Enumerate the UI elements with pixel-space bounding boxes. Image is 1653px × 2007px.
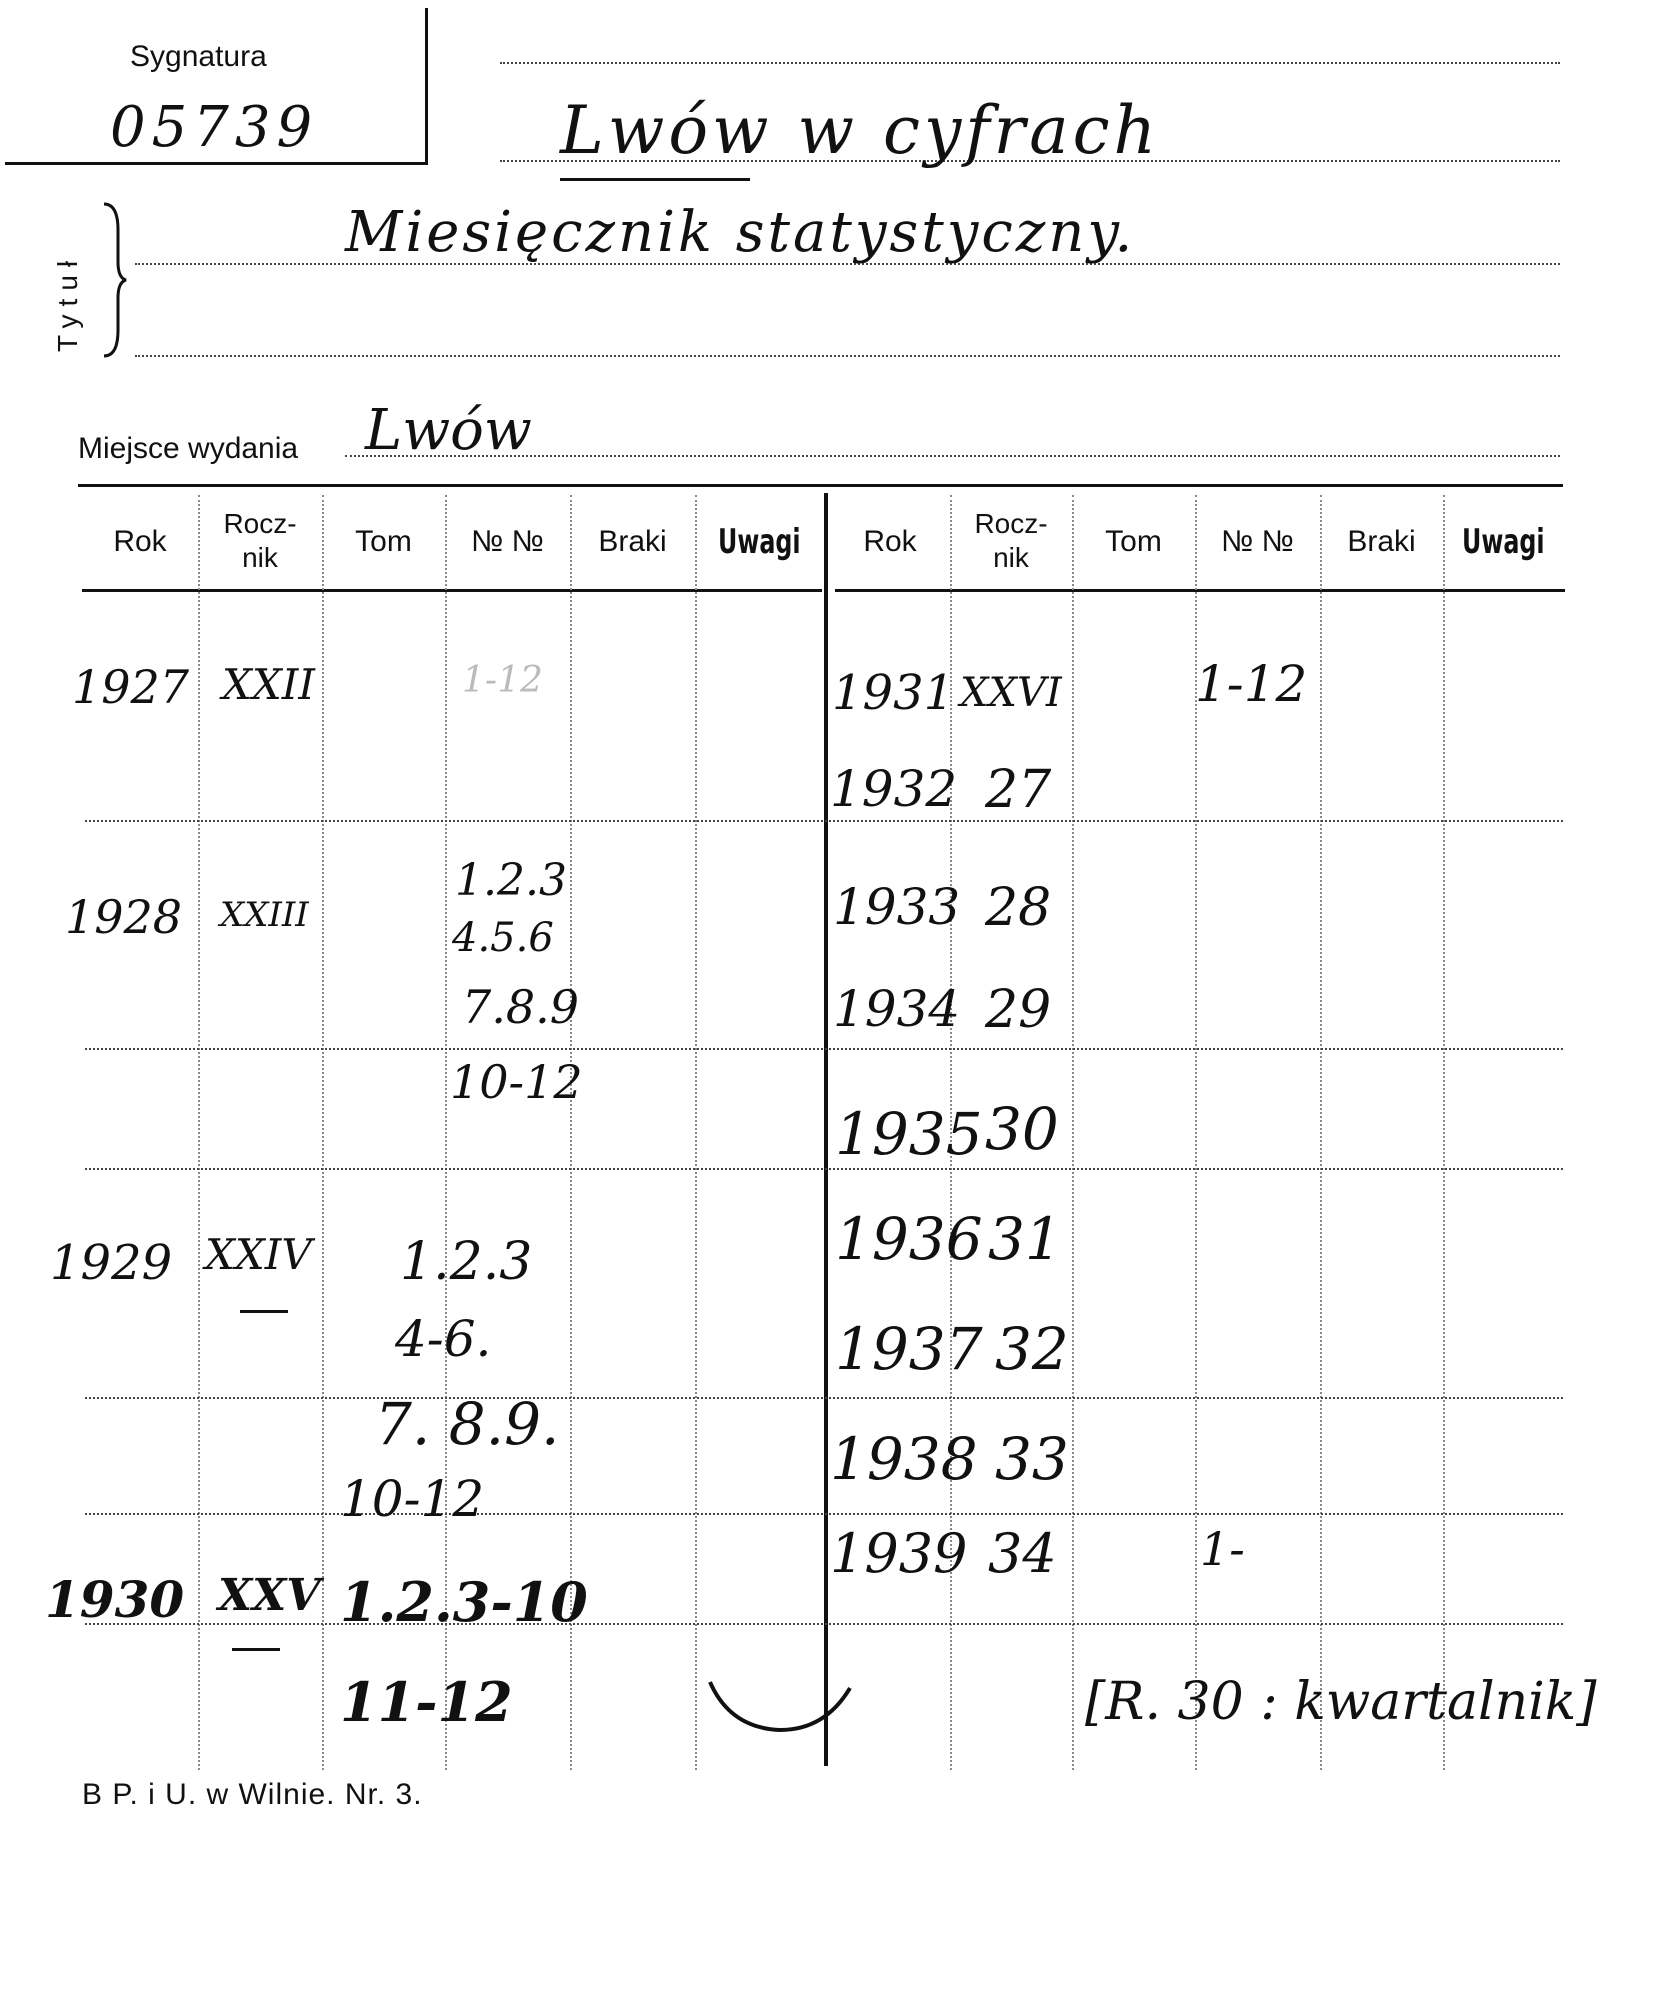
entry-1939-rok: 1939 xyxy=(830,1522,968,1585)
col-tom-left: Tom xyxy=(355,525,412,558)
title-label: Tytuł xyxy=(52,252,83,352)
entry-1939-numery: 1- xyxy=(1200,1522,1245,1576)
signature-value: 05739 xyxy=(110,95,319,160)
entry-1934-rocznik: 29 xyxy=(985,980,1052,1040)
col-rocznik-left-2: nik xyxy=(242,542,278,573)
col-divider-5 xyxy=(695,495,697,1770)
note-quarterly: [R. 30 : kwartalnik] xyxy=(1085,1672,1597,1732)
entry-1929-numery-1: 1.2.3 xyxy=(400,1232,533,1292)
entry-1928-rok: 1928 xyxy=(65,890,183,944)
printer-footer: B P. i U. w Wilnie. Nr. 3. xyxy=(82,1778,423,1811)
entry-1934-rok: 1934 xyxy=(833,980,961,1038)
entry-1939-rocznik: 34 xyxy=(988,1522,1057,1585)
col-rocznik-left-1: Rocz- xyxy=(223,508,297,539)
entry-1932-rok: 1932 xyxy=(830,760,958,818)
col-uwagi-right: Uwagi xyxy=(1462,522,1545,562)
entry-1938-rocznik: 33 xyxy=(995,1425,1069,1493)
table-center-divider xyxy=(824,493,828,1766)
signature-label: Sygnatura xyxy=(130,40,267,73)
row-line-3 xyxy=(85,1168,1563,1170)
entry-1936-rok: 1936 xyxy=(835,1205,983,1273)
entry-1928-numery-4: 10-12 xyxy=(450,1055,583,1109)
col-rok-left: Rok xyxy=(113,525,167,558)
entry-1929-numery-4: 10-12 xyxy=(340,1470,485,1528)
col-rocznik-right-1: Rocz- xyxy=(974,508,1048,539)
entry-1928-numery-1: 1.2.3 xyxy=(455,855,567,906)
row-line-1 xyxy=(85,820,1563,822)
entry-1927-rocznik: XXII xyxy=(222,660,315,709)
row-line-2 xyxy=(85,1048,1563,1050)
table-header-rule-left xyxy=(82,589,822,592)
entry-1927-numery: 1-12 xyxy=(462,660,543,701)
entry-1938-rok: 1938 xyxy=(830,1425,978,1493)
entry-1929-rocznik: XXIV xyxy=(205,1230,312,1279)
col-divider-2 xyxy=(322,495,324,1770)
entry-1928-numery-2: 4.5.6 xyxy=(452,915,554,961)
col-divider-9 xyxy=(1320,495,1322,1770)
entry-1928-numery-3: 7.8.9 xyxy=(462,980,580,1034)
col-tom-right: Tom xyxy=(1105,525,1162,558)
row-line-5 xyxy=(85,1513,1563,1515)
col-divider-10 xyxy=(1443,495,1445,1770)
title-line1: Lwów w cyfrach xyxy=(560,92,1161,169)
title-line-3 xyxy=(135,355,1560,357)
entry-1936-rocznik: 31 xyxy=(988,1205,1062,1273)
col-rocznik-right-2: nik xyxy=(993,542,1029,573)
entry-1937-rok: 1937 xyxy=(835,1315,983,1383)
col-divider-7 xyxy=(1072,495,1074,1770)
entry-1930-numery-2: 11-12 xyxy=(340,1670,513,1734)
curve-mark-icon xyxy=(700,1670,860,1750)
place-label: Miejsce wydania xyxy=(78,432,299,465)
entry-1932-rocznik: 27 xyxy=(985,760,1052,820)
col-braki-right: Braki xyxy=(1347,525,1416,558)
entry-1928-rocznik: XXIII xyxy=(220,895,309,935)
entry-1930-rok: 1930 xyxy=(45,1570,185,1629)
entry-1929-numery-3: 7. 8.9. xyxy=(375,1390,560,1458)
title-line-0 xyxy=(500,62,1560,64)
entry-1930-rocznik: XXV xyxy=(218,1570,321,1621)
signature-box-bottom-border xyxy=(5,162,428,165)
col-uwagi-left: Uwagi xyxy=(718,522,801,562)
title-line2: Miesięcznik statystyczny. xyxy=(345,200,1136,265)
entry-1929-rok: 1929 xyxy=(50,1235,173,1291)
col-divider-1 xyxy=(198,495,200,1770)
row-line-4 xyxy=(85,1397,1563,1399)
col-braki-left: Braki xyxy=(598,525,667,558)
place-value: Lwów xyxy=(365,398,532,463)
entry-1929-underline xyxy=(240,1310,288,1313)
col-rok-right: Rok xyxy=(863,525,917,558)
entry-1930-underline xyxy=(232,1648,280,1651)
entry-1931-rok: 1931 xyxy=(832,665,955,721)
entry-1933-rocznik: 28 xyxy=(985,878,1052,938)
col-numery-left: № № xyxy=(471,525,544,558)
table-header-rule-right xyxy=(835,589,1565,592)
col-numery-right: № № xyxy=(1221,525,1294,558)
entry-1935-rocznik: 30 xyxy=(985,1095,1059,1163)
row-line-6 xyxy=(85,1623,1563,1625)
signature-box-right-border xyxy=(425,8,428,164)
entry-1927-rok: 1927 xyxy=(72,660,190,714)
entry-1930-numery-1: 1.2.3-10 xyxy=(340,1570,588,1634)
title-underline xyxy=(560,178,750,181)
entry-1929-numery-2: 4-6. xyxy=(395,1310,492,1368)
table-top-rule xyxy=(78,484,1563,487)
entry-1931-rocznik: XXVI xyxy=(960,670,1062,716)
entry-1935-rok: 1935 xyxy=(835,1100,983,1168)
entry-1937-rocznik: 32 xyxy=(995,1315,1069,1383)
entry-1933-rok: 1933 xyxy=(833,878,961,936)
entry-1931-numery: 1-12 xyxy=(1195,655,1308,713)
title-brace-icon xyxy=(100,200,130,360)
